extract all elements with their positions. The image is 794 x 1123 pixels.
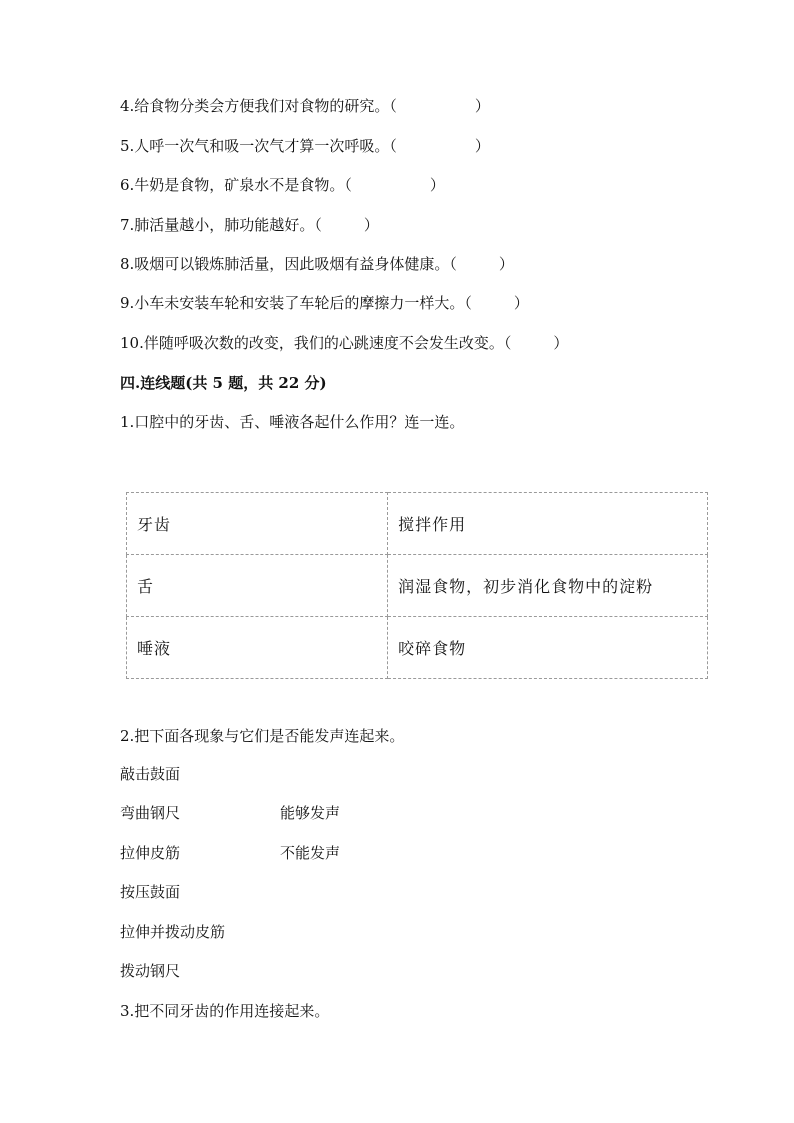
list-item-target[interactable]: 不能发声	[280, 844, 341, 862]
list-item[interactable]: 拨动钢尺	[120, 962, 181, 980]
closing-paren: ）	[363, 216, 379, 234]
judge-question-8	[120, 254, 514, 274]
table-row	[127, 493, 708, 555]
judge-question-5	[120, 136, 490, 156]
question-text: 8.吸烟可以锻炼肺活量，因此吸烟有益身体健康。（	[120, 255, 457, 273]
match-question-2: 2.把下面各现象与它们是否能发声连起来。	[120, 727, 405, 745]
question-text: 6.牛奶是食物，矿泉水不是食物。（	[120, 176, 352, 194]
question-text: 7.肺活量越小，肺功能越好。（	[120, 216, 322, 234]
question-text: 9.小车未安装车轮和安装了车轮后的摩擦力一样大。（	[120, 294, 472, 312]
question-text: 4.给食物分类会方便我们对食物的研究。（	[120, 97, 397, 115]
table-cell-right[interactable]: 搅拌作用	[388, 493, 708, 555]
list-item[interactable]: 拉伸皮筋	[120, 844, 181, 862]
match-question-3: 3.把不同牙齿的作用连接起来。	[120, 1002, 330, 1020]
closing-paren: ）	[474, 97, 490, 115]
match-question-1: 1.口腔中的牙齿、舌、唾液各起什么作用？连一连。	[120, 413, 465, 431]
matching-table	[126, 492, 708, 679]
judge-question-4	[120, 96, 490, 116]
list-item[interactable]: 敲击鼓面	[120, 765, 181, 783]
closing-paren: ）	[498, 255, 514, 273]
judge-question-7	[120, 215, 379, 235]
table-cell-left[interactable]: 牙齿	[127, 493, 388, 555]
table-row	[127, 617, 708, 679]
list-item[interactable]: 拉伸并拨动皮筋	[120, 923, 226, 941]
judge-question-10	[120, 333, 568, 353]
table-cell-left[interactable]: 舌	[127, 555, 388, 617]
closing-paren: ）	[474, 137, 490, 155]
list-item[interactable]: 弯曲钢尺	[120, 804, 181, 822]
judge-question-9	[120, 293, 529, 313]
closing-paren: ）	[553, 334, 569, 352]
table-cell-right[interactable]: 润湿食物，初步消化食物中的淀粉	[388, 555, 708, 617]
closing-paren: ）	[513, 294, 529, 312]
table-cell-left[interactable]: 唾液	[127, 617, 388, 679]
list-item[interactable]: 按压鼓面	[120, 883, 181, 901]
list-item-target[interactable]: 能够发声	[280, 804, 341, 822]
section-title: 四.连线题(共 5 题，共 22 分)	[120, 374, 327, 392]
question-text: 5.人呼一次气和吸一次气才算一次呼吸。（	[120, 137, 397, 155]
table-cell-right[interactable]: 咬碎食物	[388, 617, 708, 679]
judge-question-6	[120, 175, 445, 195]
question-text: 10.伴随呼吸次数的改变，我们的心跳速度不会发生改变。（	[120, 334, 512, 352]
table-row	[127, 555, 708, 617]
closing-paren: ）	[429, 176, 445, 194]
